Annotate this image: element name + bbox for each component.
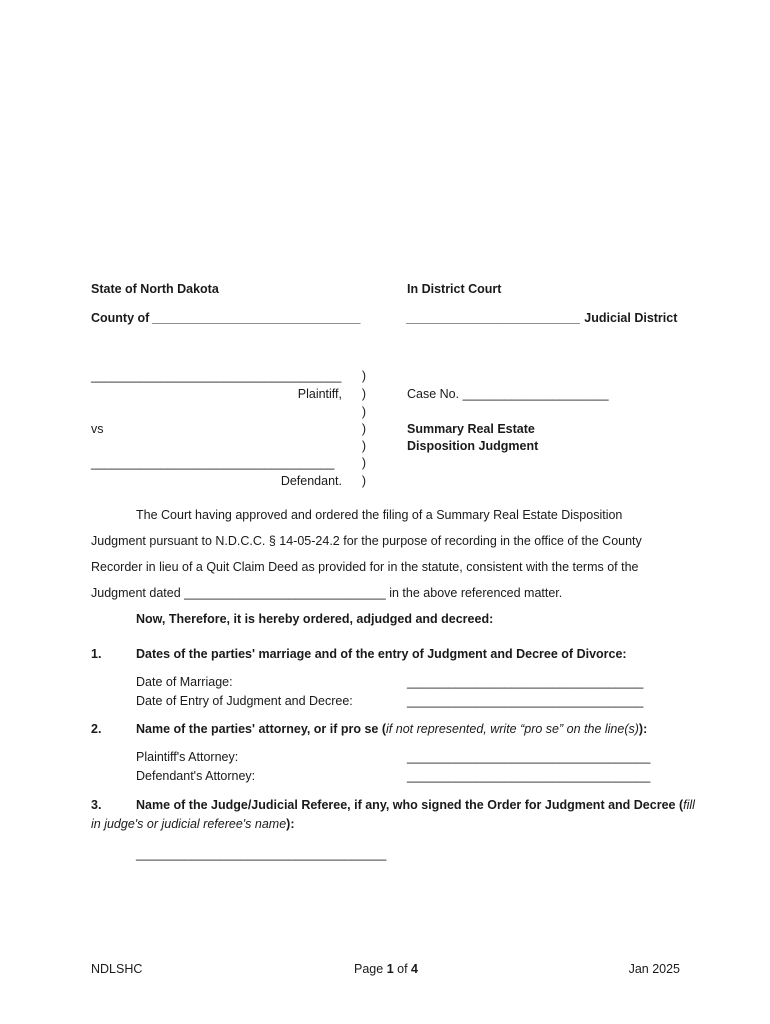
item-number: 1. <box>91 647 102 661</box>
plaintiff-blank: ____________________________________ <box>91 369 342 383</box>
item-heading-end: ): <box>638 722 648 736</box>
paragraph-line <box>91 585 562 601</box>
vs-label: vs <box>91 422 104 436</box>
caption-paren: ) <box>361 387 367 401</box>
document-title-line2: Disposition Judgment <box>407 439 539 453</box>
item-heading-instruction: fill <box>683 798 695 812</box>
caption-paren: ) <box>361 474 367 488</box>
case-number-blank: _____________________ <box>462 387 609 401</box>
item-heading-text: Name of the parties' attorney, or if pro se ( <box>136 722 387 736</box>
item-heading: Dates of the parties' marriage and of the entry of Judgment and Decree of Divorce: <box>136 647 627 661</box>
plaintiff-attorney-label: Plaintiff's Attorney: <box>136 750 239 764</box>
footer-date: Jan 2025 <box>628 962 680 976</box>
footer-org: NDLSHC <box>91 962 143 976</box>
plaintiff-label: Plaintiff, <box>297 387 342 401</box>
county-line <box>91 310 361 326</box>
item-heading <box>136 721 647 737</box>
district-label: Judicial District <box>584 311 678 325</box>
caption-paren: ) <box>361 439 367 453</box>
case-number-label: Case No. <box>407 387 460 401</box>
entry-date-label: Date of Entry of Judgment and Decree: <box>136 694 353 708</box>
item-heading-continued <box>91 816 294 832</box>
plaintiff-attorney-blank: ___________________________________ <box>407 750 651 764</box>
document-title-line1: Summary Real Estate <box>407 422 535 436</box>
caption-paren: ) <box>361 456 367 470</box>
defendant-attorney-blank: ___________________________________ <box>407 769 651 783</box>
state-label: State of North Dakota <box>91 282 219 296</box>
page-indicator <box>354 961 418 977</box>
paragraph-line: The Court having approved and ordered the filing of a Summary Real Estate Disposition <box>136 508 623 522</box>
caption-paren: ) <box>361 405 367 419</box>
item-heading-instruction: in judge's or judicial referee's name <box>91 817 287 831</box>
judgment-dated-label: Judgment dated <box>91 586 181 600</box>
marriage-date-blank: __________________________________ <box>407 675 644 689</box>
county-blank: ______________________________ <box>152 311 362 325</box>
caption-paren: ) <box>361 369 367 383</box>
page-of: of <box>397 962 408 976</box>
caption-paren: ) <box>361 422 367 436</box>
item-heading-end: ): <box>286 817 295 831</box>
defendant-blank: ___________________________________ <box>91 456 335 470</box>
paragraph-line: Judgment pursuant to N.D.C.C. § 14-05-24.2 for the purpose of recording in the office of the County <box>91 534 642 548</box>
judgment-dated-blank: _____________________________ <box>184 586 386 600</box>
judgment-dated-end: in the above referenced matter. <box>389 586 563 600</box>
court-label: In District Court <box>407 282 502 296</box>
case-number-line <box>407 386 609 402</box>
district-blank: _________________________ <box>407 311 581 325</box>
defendant-label: Defendant. <box>280 474 342 488</box>
ordered-statement: Now, Therefore, it is hereby ordered, adjudged and decreed: <box>136 612 494 626</box>
item-number: 2. <box>91 722 102 736</box>
page-total: 4 <box>411 962 418 976</box>
item-heading-instruction: if not represented, write “pro se” on the line(s) <box>386 722 639 736</box>
district-line <box>407 310 677 326</box>
county-label: County of <box>91 311 150 325</box>
entry-date-blank: __________________________________ <box>407 694 644 708</box>
marriage-date-label: Date of Marriage: <box>136 675 233 689</box>
item-number: 3. <box>91 798 102 812</box>
defendant-attorney-label: Defendant's Attorney: <box>136 769 256 783</box>
page-prefix: Page <box>354 962 384 976</box>
page-number: 1 <box>386 962 394 976</box>
item-heading <box>136 797 695 813</box>
item-heading-text: Name of the Judge/Judicial Referee, if any, who signed the Order for Judgment and Decree ( <box>136 798 684 812</box>
paragraph-line: Recorder in lieu of a Quit Claim Deed as provided for in the statute, consistent with the terms of the <box>91 560 639 574</box>
judge-name-blank: ____________________________________ <box>136 847 387 861</box>
